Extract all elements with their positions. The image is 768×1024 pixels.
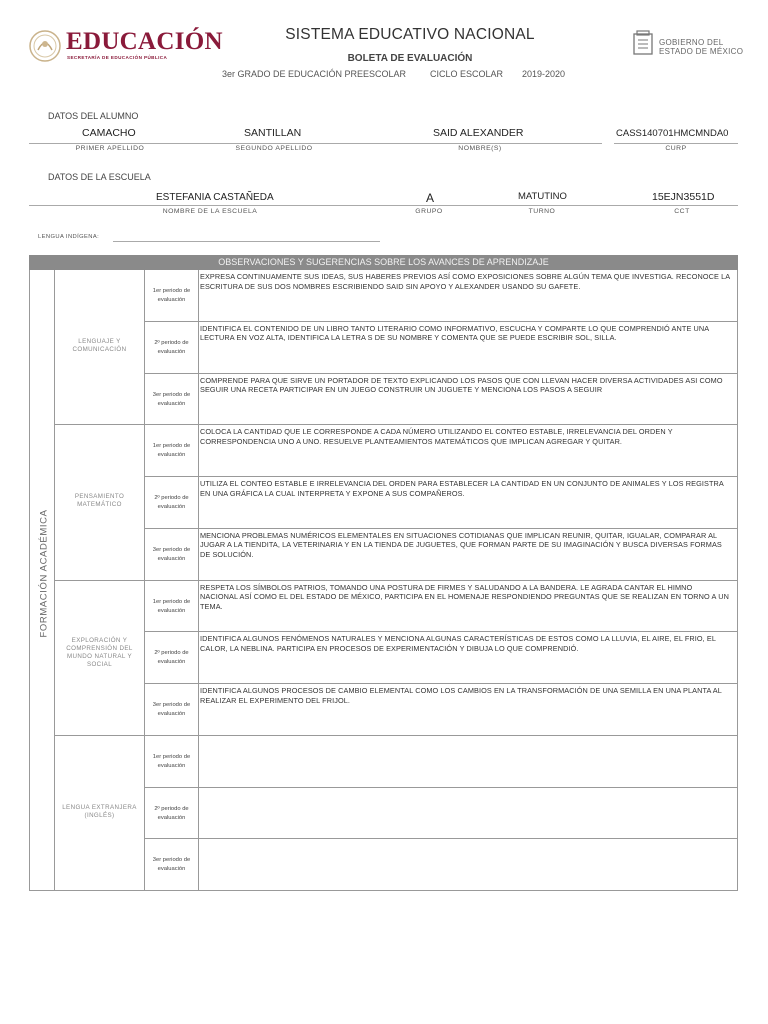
observation-cell[interactable]: [199, 477, 738, 529]
period-label: 1er periodo de evaluación: [152, 288, 191, 303]
period-label: 2º periodo de evaluación: [154, 805, 189, 821]
area-cell: [55, 425, 145, 580]
second-surname-caption: SEGUNDO APELLIDO: [235, 145, 313, 152]
observation-text: IDENTIFICA ALGUNOS PROCESOS DE CAMBIO ELEMENTAL COMO LOS CAMBIOS EN LA TRANSFORMACIÓN DE UNA SEMILLA EN UNA PLANTA AL REALIZAR EL EXPERIMENTO DEL FRIJOL.: [200, 686, 722, 705]
observation-cell[interactable]: [199, 788, 738, 840]
area-cell: [55, 270, 145, 425]
second-surname-value: SANTILLAN: [244, 127, 302, 139]
period-cell: [145, 632, 199, 684]
observation-cell[interactable]: [199, 581, 738, 633]
observation-cell[interactable]: [199, 684, 738, 736]
grade-text: 3er GRADO DE EDUCACIÓN PREESCOLAR: [222, 69, 407, 79]
observation-text: IDENTIFICA ALGUNOS FENÓMENOS NATURALES Y MENCIONA ALGUNAS CARACTERÍSTICAS DE ESTOS COMO LA LLUVIA, EL AIRE, EL FRIO, EL CALOR, LA NEBLINA. PARTICIPA EN PROCESOS DE EXPERIMENTACIÓN Y DIBUJA LO QUE COMPRENDIÓ.: [200, 634, 716, 653]
lengua-indigena-label: LENGUA INDÍGENA:: [38, 234, 100, 240]
student-underline: [29, 143, 602, 144]
period-label: 3er periodo de evaluación: [152, 702, 191, 717]
names-caption: NOMBRE(S): [458, 145, 502, 152]
side-column: [29, 270, 55, 891]
period-cell: [145, 529, 199, 581]
shift-caption: TURNO: [528, 208, 556, 215]
page-title: SISTEMA EDUCATIVO NACIONAL: [285, 26, 535, 43]
period-cell: [145, 581, 199, 633]
group-caption: GRUPO: [415, 208, 443, 215]
period-cell: [145, 684, 199, 736]
observation-cell[interactable]: [199, 736, 738, 788]
school-name-caption: NOMBRE DE LA ESCUELA: [162, 208, 258, 215]
side-label: FORMACIÓN ACADÉMICA: [38, 509, 50, 638]
period-label: 3er periodo de evaluación: [152, 857, 191, 873]
observation-text: COMPRENDE PARA QUE SIRVE UN PORTADOR DE TEXTO EXPLICANDO LOS PASOS QUE CON LLEVAN HACER DIVERSA ACTIVIDADES ASI COMO SEGUIR UNA RECETA PARTICIPAR EN UN JUEGO CONSTRUIR UN JUGUETE Y MENCIONA LOS PASOS A SEGUIR: [200, 375, 723, 395]
observation-cell[interactable]: [199, 632, 738, 684]
area-label: LENGUAJE Y COMUNICACIÓN: [72, 338, 127, 353]
curp-value: CASS140701HMCMNDA0: [616, 128, 729, 139]
cycle-value: 2019-2020: [522, 69, 566, 79]
observation-cell[interactable]: [199, 374, 738, 426]
observation-cell[interactable]: [199, 322, 738, 374]
observation-text: IDENTIFICA EL CONTENIDO DE UN LIBRO TANTO LITERARIO COMO INFORMATIVO, ESCUCHA Y COMPARTE LO QUE COMPRENDIÓ ANTE UNA LECTURA EN VOZ ALTA, IDENTIFICA LA LETRA S DE SU NOMBRE Y COMENTA QUE SE PUEDE ESCRIBIR SOL, SILLA.: [200, 323, 709, 343]
observation-text: RESPETA LOS SÍMBOLOS PATRIOS, TOMANDO UNA POSTURA DE FIRMES Y SALUDANDO A LA BANDERA. LE AGRADA CANTAR EL HIMNO NACIONAL ASÍ COMO EL DEL ESTADO DE MÉXICO, PARTICIPA EN EL HOMENAJE RESPONDIENDO PREGUNTAS QUE SE REALIZAN EN TORNO A UN TEMA.: [200, 582, 729, 611]
period-label: 2º periodo de evaluación: [154, 339, 189, 355]
page-subtitle: BOLETA DE EVALUACIÓN: [347, 53, 473, 64]
observation-text: COLOCA LA CANTIDAD QUE LE CORRESPONDE A CADA NÚMERO UTILIZANDO EL CONTEO ESTABLE, IRRELEVANCIA DEL ORDEN Y CORRESPONDENCIA UNO A UNO. RESUELVE PLANTEAMIENTOS MATEMÁTICOS QUE IMPLICAN AGREGAR Y QUITAR.: [200, 427, 673, 446]
period-label: 3er periodo de evaluación: [152, 546, 191, 562]
mexico-seal-icon: [28, 28, 62, 64]
period-label: 1er periodo de evaluación: [152, 753, 191, 769]
table-header: OBSERVACIONES Y SUGERENCIAS SOBRE LOS AVANCES DE APRENDIZAJE: [29, 255, 738, 270]
observation-cell[interactable]: [199, 839, 738, 891]
cct-caption: CCT: [674, 208, 690, 215]
area-cell: [55, 736, 145, 891]
observation-cell[interactable]: [199, 425, 738, 477]
period-label: 1er periodo de evaluación: [152, 443, 191, 459]
area-label: LENGUA EXTRANJERA (INGLÉS): [62, 803, 137, 819]
observation-text: EXPRESA CONTINUAMENTE SUS IDEAS, SUS HABERES PREVIOS ASÍ COMO EXPOSICIONES SOBRE ALGÚN TEMA QUE INVESTIGA. RECONOCE LA ESCRITURA DE SUS DOS NOMBRES ESCRIBIENDO SAID SIN APOYO Y ALEXANDER USANDO SU GAFETE.: [200, 272, 730, 291]
observation-text: UTILIZA EL CONTEO ESTABLE E IRRELEVANCIA DEL ORDEN PARA ESTABLECER LA CANTIDAD EN UN CONJUNTO DE ANIMALES Y LOS REGISTRA EN UNA GRÁFICA LA CUAL INTERPRETA Y EXPONE A SUS COMPAÑEROS.: [200, 479, 724, 498]
edomex-logo: [632, 30, 752, 60]
school-section-label: DATOS DE LA ESCUELA: [48, 172, 151, 182]
group-value: A: [426, 191, 435, 205]
period-label: 3er periodo de evaluación: [152, 391, 191, 407]
observation-text: MENCIONA PROBLEMAS NUMÉRICOS ELEMENTALES EN SITUACIONES COTIDIANAS QUE IMPLICAN REUNIR, QUITAR, IGUALAR, COMPARAR AL JUGAR A LA TIENDITA, LA VETERINARIA Y EN LA TIENDA DE JUGUETES, QUE FORMAN PARTE DE SU IMAGINACIÓN Y BUSCA DIVERSAS FORMAS DE SOLUCIÓN.: [200, 530, 722, 559]
period-cell: [145, 425, 199, 477]
period-cell: [145, 477, 199, 529]
area-label: PENSAMIENTO MATEMÁTICO: [74, 493, 125, 509]
period-label: 1er periodo de evaluación: [152, 598, 191, 614]
period-cell: [145, 322, 199, 374]
observation-cell[interactable]: [199, 529, 738, 581]
area-label: EXPLORACIÓN Y COMPRENSIÓN DEL MUNDO NATURAL Y SOCIAL: [66, 636, 133, 668]
shift-value: MATUTINO: [518, 191, 567, 202]
period-cell: [145, 736, 199, 788]
curp-caption: CURP: [665, 145, 687, 152]
cct-value: 15EJN3551D: [652, 191, 715, 203]
logo-subtitle: SECRETARÍA DE EDUCACIÓN PÚBLICA: [67, 55, 168, 60]
area-cell: [55, 581, 145, 736]
edomex-emblem-icon: [632, 30, 654, 56]
period-cell: [145, 270, 199, 322]
gov-line1: GOBIERNO DEL: [659, 38, 724, 47]
school-name-value: ESTEFANIA CASTAÑEDA: [156, 192, 274, 203]
gov-line2: ESTADO DE MÉXICO: [659, 47, 744, 56]
cycle-label: CICLO ESCOLAR: [430, 69, 504, 79]
observation-cell[interactable]: [199, 270, 738, 322]
period-label: 2º periodo de evaluación: [154, 495, 189, 510]
period-label: 2º periodo de evaluación: [154, 650, 189, 666]
first-surname-caption: PRIMER APELLIDO: [75, 145, 145, 152]
period-cell: [145, 788, 199, 840]
lengua-indigena-line[interactable]: [113, 241, 380, 242]
first-surname-value: CAMACHO: [82, 127, 136, 139]
student-section-label: DATOS DEL ALUMNO: [48, 111, 139, 121]
curp-underline: [614, 143, 738, 144]
period-cell: [145, 374, 199, 426]
sep-logo: [28, 26, 223, 68]
period-cell: [145, 839, 199, 891]
names-value: SAID ALEXANDER: [433, 127, 524, 139]
school-underline: [29, 205, 738, 206]
logo-wordmark: EDUCACIÓN: [66, 28, 223, 55]
